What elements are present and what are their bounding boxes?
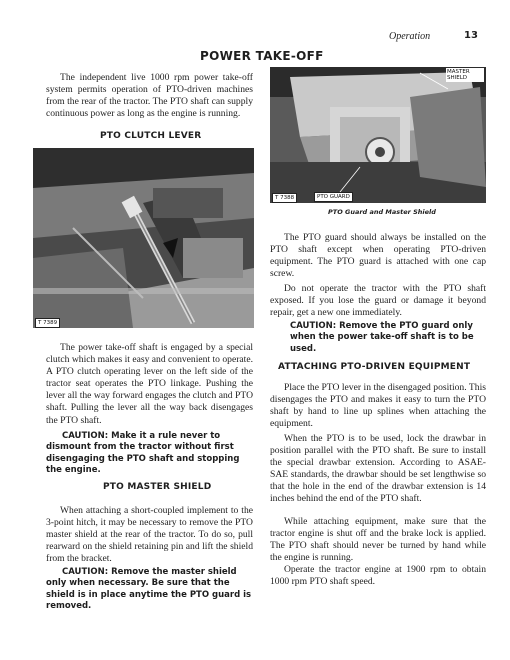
intro-paragraph: The independent live 1000 rpm power take-off system permits operation of PTO-driven machines from the rear of the tractor. The PTO shaft can supply continuous power as long as the engine is running.: [46, 72, 253, 120]
master-shield-paragraph: When attaching a short-coupled implement to the 3-point hitch, it may be necessary to remove the PTO master shield at the rear of the tractor. To do so, pull rearward on the shield retaining pin and lift the shield from the bracket.: [46, 505, 253, 565]
brake-lock-paragraph: While attaching equipment, make sure that the tractor engine is shut off and the brake lock is applied. The PTO shaft should never be turned by hand while the engine is running.: [270, 516, 486, 564]
guard-photo-tag: T 7388: [272, 193, 297, 203]
attaching-paragraph: Place the PTO lever in the disengaged position. This disengages the PTO and makes it easy to turn the PTO shaft by hand to line up splines when attaching the equipment.: [270, 382, 486, 430]
caution-master-shield: CAUTION: Remove the master shield only when necessary. Be sure that the shield is in place anytime the PTO guard is removed.: [46, 567, 252, 612]
no-exposed-shaft-paragraph: Do not operate the tractor with the PTO shaft exposed. If you lose the guard or damage it beyond repair, get a new one immediately.: [270, 283, 486, 319]
caution-pto-guard: CAUTION: Remove the PTO guard only when the power take-off shaft is to be used.: [290, 321, 474, 354]
drawbar-paragraph: When the PTO is to be used, lock the drawbar in position parallel with the PTO shaft. Be sure to install the special drawbar extension. According to ASAE-SAE standards, the drawbar should be set lengthwise so that the hole in the end of the drawbar extension is 14 inches behind the end of the PTO shaft.: [270, 433, 486, 505]
lever-photo-tag: T 7389: [35, 318, 60, 328]
engine-rpm-paragraph: Operate the tractor engine at 1900 rpm to obtain 1000 rpm PTO shaft speed.: [270, 564, 486, 588]
page-title: POWER TAKE-OFF: [200, 49, 324, 63]
page-number: 13: [464, 30, 478, 41]
pto-guard-paragraph: The PTO guard should always be installed on the PTO shaft except when operating PTO-driven equipment. The PTO guard is attached with one cap screw.: [270, 232, 486, 280]
guard-photo-illustration: [270, 67, 486, 203]
pto-master-shield-heading: PTO MASTER SHIELD: [103, 482, 212, 492]
running-header-section: Operation: [389, 31, 431, 42]
pto-clutch-lever-heading: PTO CLUTCH LEVER: [100, 131, 202, 141]
pto-engaged-paragraph: The power take-off shaft is engaged by a special clutch which makes it easy and convenient to operate. A PTO clutch operating lever on the left side of the tractor seat operates the PTO linkage. Pushing the lever all the way forward engages the clutch and PTO shaft. Pulling the lever all the way back disengages the PTO shaft.: [46, 342, 253, 426]
pto-guard-master-shield-photo: [270, 67, 486, 203]
pto-guard-callout: PTO GUARD: [314, 192, 353, 202]
pto-clutch-lever-photo: [33, 148, 254, 328]
attaching-equipment-heading: ATTACHING PTO-DRIVEN EQUIPMENT: [278, 362, 471, 372]
lever-photo-illustration: [33, 148, 254, 328]
photo-caption: PTO Guard and Master Shield: [328, 208, 436, 216]
caution-dismount: CAUTION: Make it a rule never to dismount from the tractor without first disengaging the PTO shaft and stopping the engine.: [46, 431, 240, 476]
master-shield-callout: MASTER SHIELD: [446, 68, 484, 82]
